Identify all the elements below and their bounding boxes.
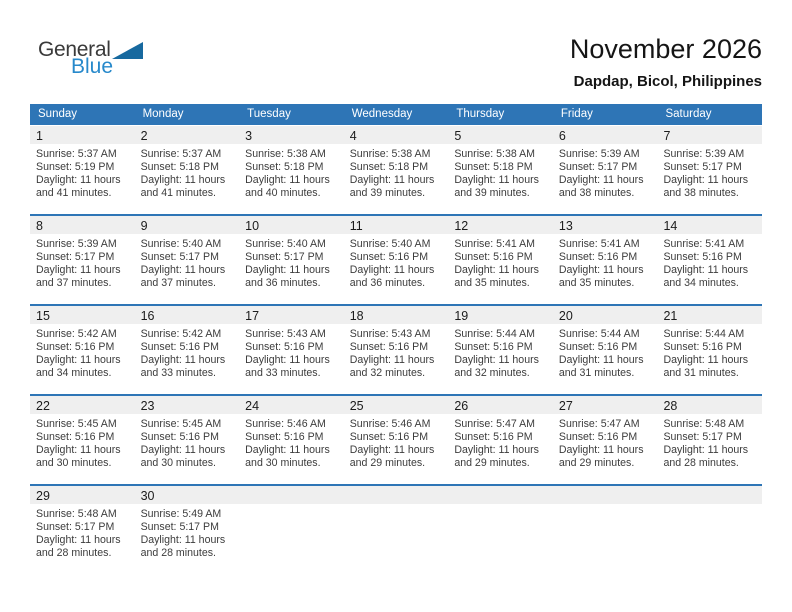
- day-number: 23: [135, 396, 240, 414]
- day-number: 4: [344, 126, 449, 144]
- day-cell-16: [135, 306, 240, 394]
- day-info: [657, 504, 762, 508]
- daylight-text2: and 28 minutes.: [36, 547, 112, 559]
- sunset-text: Sunset: 5:16 PM: [454, 251, 533, 263]
- day-info: [239, 234, 344, 290]
- weekday-label-saturday: Saturday: [665, 108, 712, 120]
- daylight-text: Daylight: 11 hours: [245, 354, 330, 366]
- day-info: [553, 324, 658, 380]
- sunrise-text: Sunrise: 5:44 AM: [454, 328, 535, 340]
- sunset-text: Sunset: 5:16 PM: [558, 431, 638, 443]
- sunrise-text: Sunrise: 5:38 AM: [245, 148, 326, 160]
- day-info: [239, 144, 344, 200]
- daylight-text2: and 37 minutes.: [36, 277, 112, 289]
- day-number: 19: [448, 306, 553, 324]
- sunrise-text: Sunrise: 5:40 AM: [245, 238, 326, 250]
- logo-text-general: General: [38, 38, 111, 61]
- day-cell-empty: [239, 486, 344, 574]
- calendar-grid: [30, 125, 762, 574]
- day-number: 11: [344, 216, 449, 234]
- day-cell-24: [239, 396, 344, 484]
- daylight-text: Daylight: 11 hours: [349, 174, 435, 186]
- daylight-text: Daylight: 11 hours: [349, 264, 435, 276]
- daylight-text2: and 38 minutes.: [558, 187, 635, 199]
- weekday-header-row: [30, 104, 762, 125]
- day-number: 14: [657, 216, 762, 234]
- daylight-text2: and 31 minutes.: [663, 367, 739, 379]
- daylight-text: Daylight: 11 hours: [663, 354, 749, 366]
- day-info: [344, 234, 449, 290]
- day-number: 27: [553, 396, 658, 414]
- day-cell-30: [135, 486, 240, 574]
- week-row-2: [30, 214, 762, 304]
- day-number: 20: [553, 306, 658, 324]
- day-info: [30, 144, 135, 200]
- calendar-location: Dapdap, Bicol, Philippines: [573, 73, 762, 90]
- day-number: 9: [135, 216, 240, 234]
- day-cell-26: [448, 396, 553, 484]
- logo-triangle-icon: [112, 42, 143, 59]
- day-cell-28: [657, 396, 762, 484]
- sunrise-text: Sunrise: 5:38 AM: [454, 148, 535, 160]
- day-number: 24: [239, 396, 344, 414]
- sunrise-text: Sunrise: 5:47 AM: [558, 418, 640, 430]
- day-info: [344, 144, 449, 200]
- day-info: [30, 504, 135, 560]
- day-cell-empty: [657, 486, 762, 574]
- sunrise-text: Sunrise: 5:46 AM: [349, 418, 431, 430]
- daylight-text2: and 29 minutes.: [349, 457, 426, 469]
- day-cell-21: [657, 306, 762, 394]
- sunrise-text: Sunrise: 5:49 AM: [140, 508, 222, 520]
- daylight-text: Daylight: 11 hours: [245, 444, 330, 456]
- sunrise-text: Sunrise: 5:43 AM: [349, 328, 431, 340]
- day-cell-22: [30, 396, 135, 484]
- day-info: [344, 504, 449, 508]
- day-cell-9: [135, 216, 240, 304]
- day-info: [135, 144, 240, 200]
- sunset-text: Sunset: 5:18 PM: [454, 161, 533, 173]
- day-number: 22: [30, 396, 135, 414]
- sunrise-text: Sunrise: 5:40 AM: [140, 238, 222, 250]
- day-cell-1: [30, 126, 135, 214]
- sunrise-text: Sunrise: 5:44 AM: [663, 328, 745, 340]
- day-number: [344, 486, 449, 504]
- daylight-text: Daylight: 11 hours: [558, 264, 644, 276]
- daylight-text2: and 38 minutes.: [663, 187, 739, 199]
- daylight-text: Daylight: 11 hours: [558, 354, 644, 366]
- sunset-text: Sunset: 5:16 PM: [140, 431, 219, 443]
- daylight-text2: and 31 minutes.: [558, 367, 635, 379]
- daylight-text2: and 35 minutes.: [558, 277, 635, 289]
- daylight-text2: and 34 minutes.: [663, 277, 739, 289]
- day-cell-empty: [448, 486, 553, 574]
- sunset-text: Sunset: 5:17 PM: [663, 431, 742, 443]
- day-cell-18: [344, 306, 449, 394]
- day-cell-10: [239, 216, 344, 304]
- weekday-label-thursday: Thursday: [456, 108, 505, 120]
- week-row-1: [30, 125, 762, 214]
- daylight-text: Daylight: 11 hours: [245, 174, 330, 186]
- day-number: 7: [657, 126, 762, 144]
- daylight-text: Daylight: 11 hours: [245, 264, 330, 276]
- daylight-text2: and 28 minutes.: [140, 547, 216, 559]
- day-cell-empty: [344, 486, 449, 574]
- day-info: [657, 414, 762, 470]
- day-number: 8: [30, 216, 135, 234]
- daylight-text: Daylight: 11 hours: [140, 534, 226, 546]
- day-info: [239, 324, 344, 380]
- sunset-text: Sunset: 5:16 PM: [140, 341, 219, 353]
- sunrise-text: Sunrise: 5:39 AM: [36, 238, 117, 250]
- day-cell-19: [448, 306, 553, 394]
- sunrise-text: Sunrise: 5:48 AM: [663, 418, 745, 430]
- sunset-text: Sunset: 5:16 PM: [558, 251, 638, 263]
- sunset-text: Sunset: 5:18 PM: [245, 161, 324, 173]
- day-info: [448, 234, 553, 290]
- day-info: [553, 144, 658, 200]
- day-number: 2: [135, 126, 240, 144]
- sunrise-text: Sunrise: 5:39 AM: [663, 148, 745, 160]
- sunset-text: Sunset: 5:18 PM: [349, 161, 429, 173]
- sunrise-text: Sunrise: 5:45 AM: [140, 418, 222, 430]
- day-cell-14: [657, 216, 762, 304]
- daylight-text2: and 36 minutes.: [245, 277, 321, 289]
- sunrise-text: Sunrise: 5:41 AM: [663, 238, 745, 250]
- sunset-text: Sunset: 5:17 PM: [245, 251, 324, 263]
- day-number: 18: [344, 306, 449, 324]
- sunset-text: Sunset: 5:17 PM: [140, 251, 219, 263]
- day-cell-13: [553, 216, 658, 304]
- daylight-text2: and 32 minutes.: [454, 367, 530, 379]
- daylight-text2: and 39 minutes.: [349, 187, 426, 199]
- day-cell-8: [30, 216, 135, 304]
- daylight-text2: and 40 minutes.: [245, 187, 321, 199]
- daylight-text: Daylight: 11 hours: [558, 444, 644, 456]
- daylight-text2: and 41 minutes.: [36, 187, 112, 199]
- week-row-4: [30, 394, 762, 484]
- day-cell-15: [30, 306, 135, 394]
- day-number: 30: [135, 486, 240, 504]
- sunrise-text: Sunrise: 5:47 AM: [454, 418, 535, 430]
- day-cell-12: [448, 216, 553, 304]
- daylight-text2: and 30 minutes.: [245, 457, 321, 469]
- day-number: [553, 486, 658, 504]
- day-info: [30, 414, 135, 470]
- sunrise-text: Sunrise: 5:41 AM: [558, 238, 640, 250]
- day-info: [448, 144, 553, 200]
- calendar-month-title: November 2026: [569, 34, 762, 64]
- day-number: [448, 486, 553, 504]
- sunset-text: Sunset: 5:18 PM: [140, 161, 219, 173]
- sunset-text: Sunset: 5:16 PM: [663, 341, 742, 353]
- daylight-text2: and 37 minutes.: [140, 277, 216, 289]
- weekday-label-tuesday: Tuesday: [247, 108, 291, 120]
- daylight-text: Daylight: 11 hours: [663, 174, 749, 186]
- sunrise-text: Sunrise: 5:41 AM: [454, 238, 535, 250]
- sunrise-text: Sunrise: 5:37 AM: [140, 148, 222, 160]
- daylight-text2: and 30 minutes.: [140, 457, 216, 469]
- day-info: [657, 144, 762, 200]
- day-cell-25: [344, 396, 449, 484]
- sunrise-text: Sunrise: 5:42 AM: [36, 328, 117, 340]
- sunset-text: Sunset: 5:17 PM: [140, 521, 219, 533]
- sunset-text: Sunset: 5:16 PM: [454, 431, 533, 443]
- day-info: [135, 414, 240, 470]
- week-row-3: [30, 304, 762, 394]
- daylight-text2: and 32 minutes.: [349, 367, 426, 379]
- daylight-text2: and 35 minutes.: [454, 277, 530, 289]
- daylight-text: Daylight: 11 hours: [454, 264, 539, 276]
- day-info: [239, 504, 344, 508]
- sunset-text: Sunset: 5:17 PM: [663, 161, 742, 173]
- day-number: 28: [657, 396, 762, 414]
- day-cell-6: [553, 126, 658, 214]
- daylight-text2: and 30 minutes.: [36, 457, 112, 469]
- day-info: [135, 324, 240, 380]
- day-number: [239, 486, 344, 504]
- day-cell-17: [239, 306, 344, 394]
- day-cell-5: [448, 126, 553, 214]
- daylight-text: Daylight: 11 hours: [140, 354, 226, 366]
- sunrise-text: Sunrise: 5:42 AM: [140, 328, 222, 340]
- day-number: 6: [553, 126, 658, 144]
- day-info: [135, 234, 240, 290]
- daylight-text: Daylight: 11 hours: [36, 534, 121, 546]
- daylight-text: Daylight: 11 hours: [454, 354, 539, 366]
- day-info: [553, 414, 658, 470]
- day-cell-20: [553, 306, 658, 394]
- daylight-text: Daylight: 11 hours: [140, 264, 226, 276]
- general-blue-logo: [38, 39, 143, 77]
- daylight-text: Daylight: 11 hours: [558, 174, 644, 186]
- day-number: 5: [448, 126, 553, 144]
- daylight-text: Daylight: 11 hours: [349, 354, 435, 366]
- daylight-text2: and 39 minutes.: [454, 187, 530, 199]
- sunset-text: Sunset: 5:16 PM: [558, 341, 638, 353]
- sunset-text: Sunset: 5:16 PM: [349, 251, 429, 263]
- daylight-text2: and 34 minutes.: [36, 367, 112, 379]
- day-number: 3: [239, 126, 344, 144]
- day-info: [344, 324, 449, 380]
- day-number: 17: [239, 306, 344, 324]
- day-info: [553, 234, 658, 290]
- day-info: [135, 504, 240, 560]
- sunset-text: Sunset: 5:17 PM: [558, 161, 638, 173]
- day-cell-27: [553, 396, 658, 484]
- day-info: [239, 414, 344, 470]
- sunset-text: Sunset: 5:17 PM: [36, 521, 115, 533]
- day-number: 15: [30, 306, 135, 324]
- day-number: 13: [553, 216, 658, 234]
- day-cell-empty: [553, 486, 658, 574]
- day-number: 29: [30, 486, 135, 504]
- day-cell-11: [344, 216, 449, 304]
- daylight-text2: and 28 minutes.: [663, 457, 739, 469]
- day-number: 16: [135, 306, 240, 324]
- sunset-text: Sunset: 5:16 PM: [245, 341, 324, 353]
- sunrise-text: Sunrise: 5:48 AM: [36, 508, 117, 520]
- daylight-text: Daylight: 11 hours: [663, 444, 749, 456]
- logo-text-blue: Blue: [71, 55, 114, 78]
- weekday-label-wednesday: Wednesday: [351, 108, 413, 120]
- day-info: [448, 324, 553, 380]
- sunset-text: Sunset: 5:16 PM: [36, 341, 115, 353]
- sunrise-text: Sunrise: 5:45 AM: [36, 418, 117, 430]
- day-number: 10: [239, 216, 344, 234]
- weekday-label-friday: Friday: [560, 108, 593, 120]
- day-number: 26: [448, 396, 553, 414]
- day-cell-7: [657, 126, 762, 214]
- daylight-text2: and 29 minutes.: [558, 457, 635, 469]
- sunset-text: Sunset: 5:16 PM: [663, 251, 742, 263]
- day-info: [657, 234, 762, 290]
- sunset-text: Sunset: 5:16 PM: [36, 431, 115, 443]
- day-number: [657, 486, 762, 504]
- title-block: [570, 34, 762, 90]
- day-cell-2: [135, 126, 240, 214]
- daylight-text: Daylight: 11 hours: [36, 174, 121, 186]
- day-cell-4: [344, 126, 449, 214]
- sunrise-text: Sunrise: 5:38 AM: [349, 148, 431, 160]
- sunrise-text: Sunrise: 5:44 AM: [558, 328, 640, 340]
- sunset-text: Sunset: 5:19 PM: [36, 161, 115, 173]
- sunrise-text: Sunrise: 5:40 AM: [349, 238, 431, 250]
- day-number: 25: [344, 396, 449, 414]
- daylight-text: Daylight: 11 hours: [663, 264, 749, 276]
- daylight-text: Daylight: 11 hours: [454, 444, 539, 456]
- day-info: [553, 504, 658, 508]
- daylight-text: Daylight: 11 hours: [140, 444, 226, 456]
- daylight-text: Daylight: 11 hours: [36, 264, 121, 276]
- daylight-text: Daylight: 11 hours: [349, 444, 435, 456]
- weekday-label-sunday: Sunday: [38, 108, 78, 120]
- daylight-text2: and 41 minutes.: [140, 187, 216, 199]
- daylight-text2: and 36 minutes.: [349, 277, 426, 289]
- day-number: 1: [30, 126, 135, 144]
- sunset-text: Sunset: 5:16 PM: [245, 431, 324, 443]
- daylight-text: Daylight: 11 hours: [36, 444, 121, 456]
- daylight-text: Daylight: 11 hours: [454, 174, 539, 186]
- day-info: [344, 414, 449, 470]
- sunset-text: Sunset: 5:16 PM: [454, 341, 533, 353]
- sunrise-text: Sunrise: 5:43 AM: [245, 328, 326, 340]
- daylight-text: Daylight: 11 hours: [140, 174, 226, 186]
- day-cell-3: [239, 126, 344, 214]
- daylight-text2: and 29 minutes.: [454, 457, 530, 469]
- day-info: [448, 414, 553, 470]
- day-number: 12: [448, 216, 553, 234]
- sunset-text: Sunset: 5:16 PM: [349, 341, 429, 353]
- sunset-text: Sunset: 5:16 PM: [349, 431, 429, 443]
- sunrise-text: Sunrise: 5:37 AM: [36, 148, 117, 160]
- sunrise-text: Sunrise: 5:39 AM: [558, 148, 640, 160]
- day-info: [448, 504, 553, 508]
- sunrise-text: Sunrise: 5:46 AM: [245, 418, 326, 430]
- day-info: [30, 234, 135, 290]
- day-info: [657, 324, 762, 380]
- daylight-text2: and 33 minutes.: [140, 367, 216, 379]
- day-number: 21: [657, 306, 762, 324]
- day-cell-29: [30, 486, 135, 574]
- weekday-label-monday: Monday: [142, 108, 184, 120]
- sunset-text: Sunset: 5:17 PM: [36, 251, 115, 263]
- daylight-text: Daylight: 11 hours: [36, 354, 121, 366]
- week-row-5: [30, 484, 762, 574]
- daylight-text2: and 33 minutes.: [245, 367, 321, 379]
- day-cell-23: [135, 396, 240, 484]
- day-info: [30, 324, 135, 380]
